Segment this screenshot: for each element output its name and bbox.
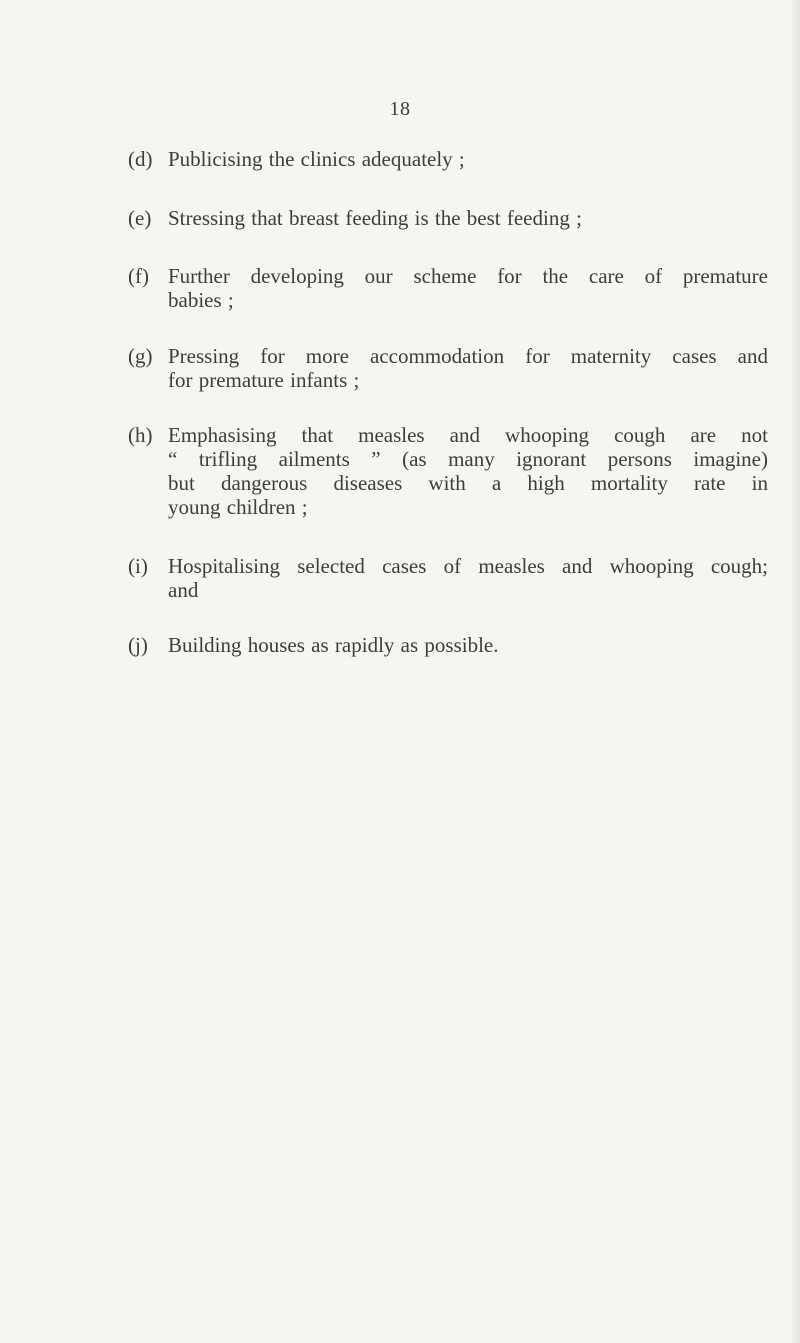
list-item-text — [168, 554, 768, 602]
list-item-marker: (e) — [128, 206, 152, 230]
list-item-marker: (g) — [128, 344, 153, 368]
list-item-f — [128, 264, 768, 312]
list-item-text — [168, 344, 768, 392]
list-item-j — [128, 633, 768, 657]
text-line: but dangerous diseases with a high mortality rate in — [168, 471, 768, 495]
list-item-text — [168, 633, 768, 657]
list-item-d — [128, 147, 768, 171]
text-line: Pressing for more accommodation for maternity cases and — [168, 344, 768, 368]
list-item-marker: (f) — [128, 264, 149, 288]
text-line: Hospitalising selected cases of measles and whooping cough; — [168, 554, 768, 578]
list-item-i — [128, 554, 768, 602]
text-line: and — [168, 578, 199, 602]
list-item-marker: (j) — [128, 633, 148, 657]
list-item-e — [128, 206, 768, 230]
list-item-marker: (i) — [128, 554, 148, 578]
text-line: “ trifling ailments ” (as many ignorant persons imagine) — [168, 447, 768, 471]
text-line: Stressing that breast feeding is the best feeding ; — [168, 206, 582, 230]
page-number: 18 — [389, 98, 411, 120]
text-line: Building houses as rapidly as possible. — [168, 633, 499, 657]
text-line: young children ; — [168, 495, 308, 519]
text-line: Emphasising that measles and whooping cough are not — [168, 423, 768, 447]
list-item-marker: (h) — [128, 423, 153, 447]
list-item-text — [168, 206, 768, 230]
text-line: Further developing our scheme for the care of premature — [168, 264, 768, 288]
list-item-text — [168, 147, 768, 171]
text-line: for premature infants ; — [168, 368, 360, 392]
text-line: babies ; — [168, 288, 234, 312]
text-line: Publicising the clinics adequately ; — [168, 147, 465, 171]
list-item-h — [128, 423, 768, 519]
list-item-g — [128, 344, 768, 392]
list-item-marker: (d) — [128, 147, 153, 171]
list-item-text — [168, 423, 768, 519]
list-item-text — [168, 264, 768, 312]
page-edge-shadow — [790, 0, 800, 1343]
